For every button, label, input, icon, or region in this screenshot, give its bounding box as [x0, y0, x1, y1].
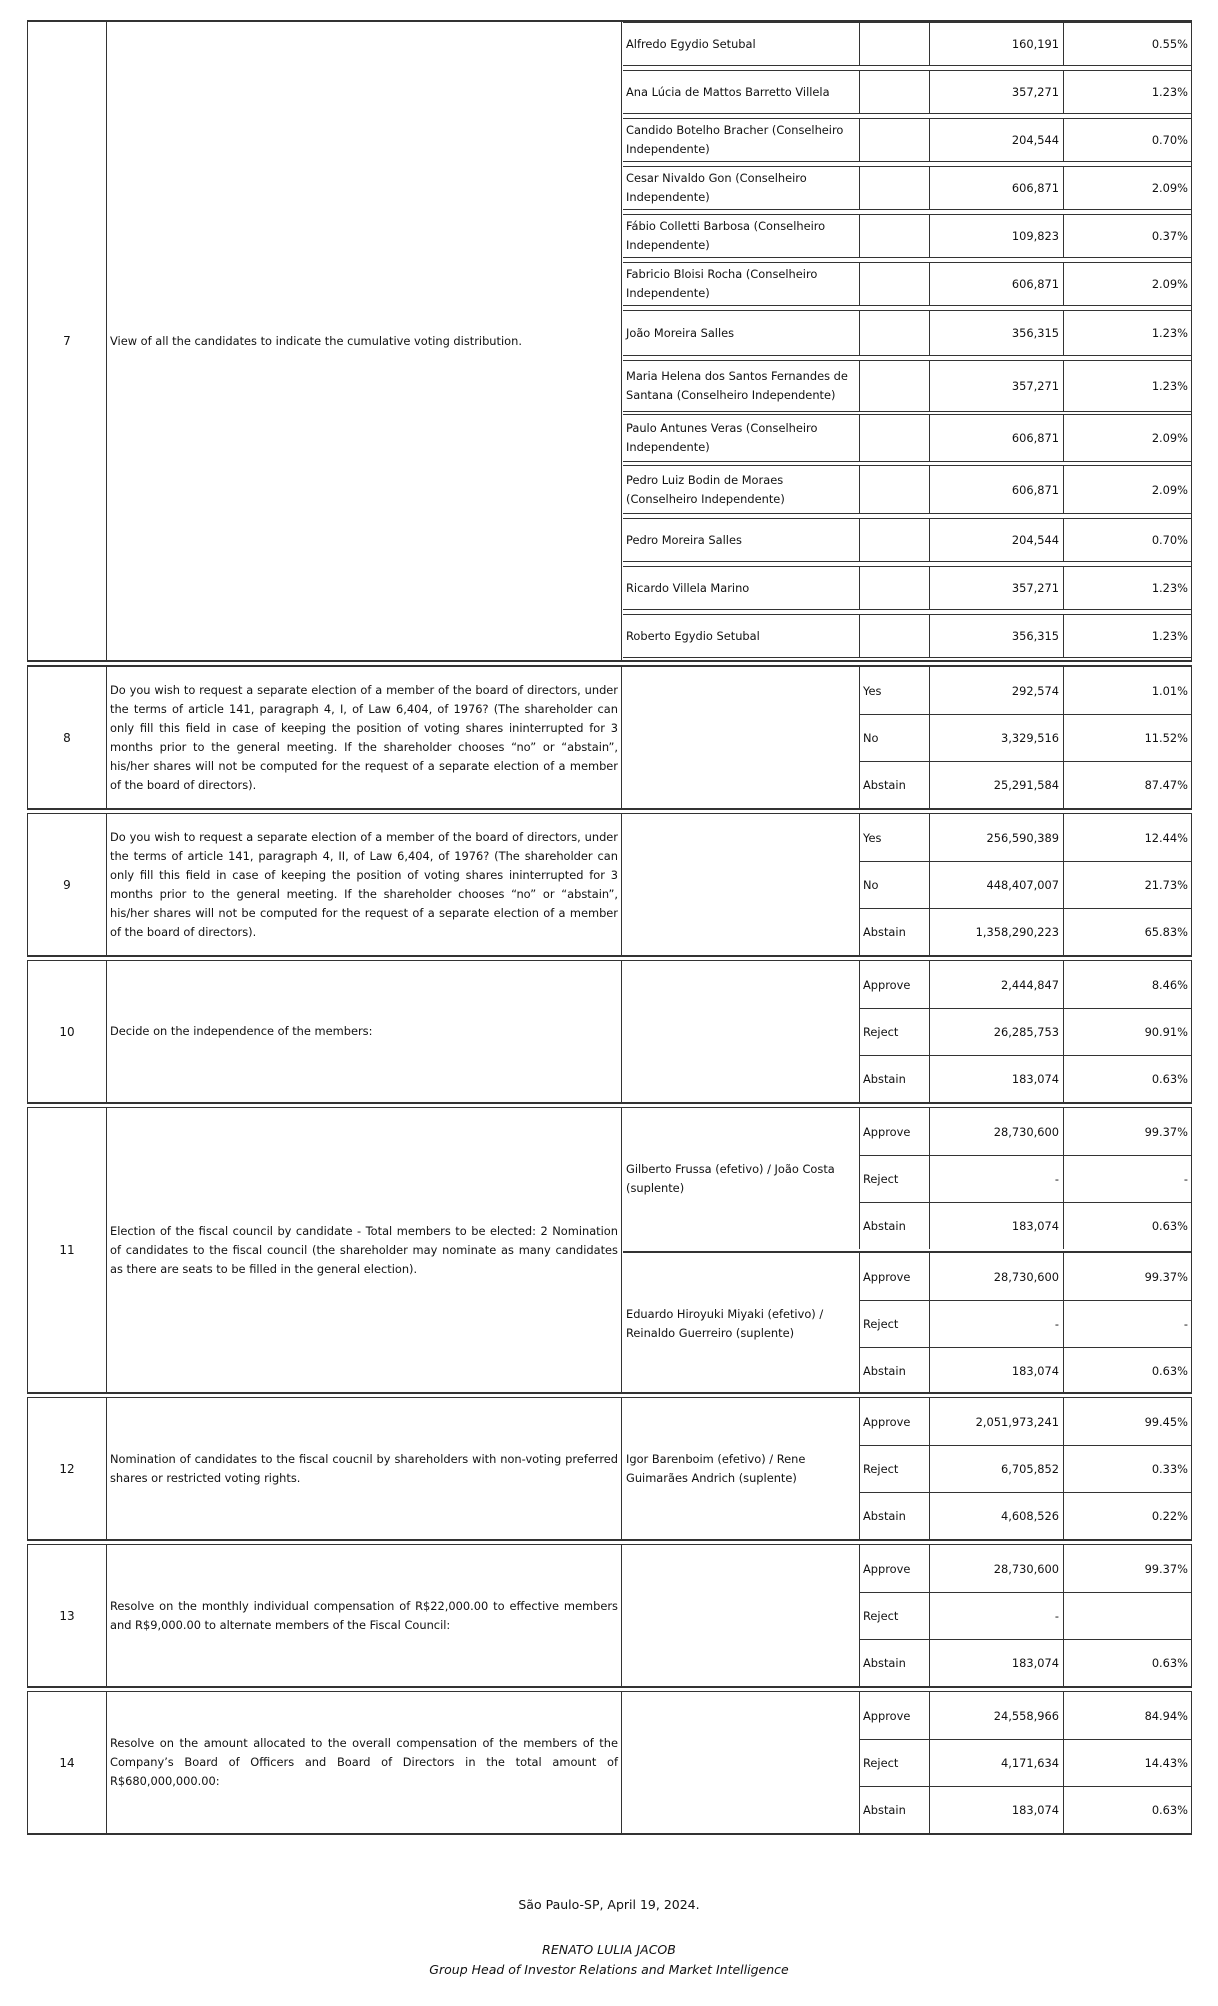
candidate-name: Paulo Antunes Veras (Conselheiro Independente)	[623, 414, 860, 462]
vote-option: Approve	[860, 1692, 930, 1739]
option-cell-empty	[860, 465, 930, 514]
item-number: 12	[28, 1398, 107, 1539]
percentage-value: 84.94%	[1144, 1708, 1188, 1723]
candidate-name	[623, 1692, 860, 1833]
option-cell-empty	[860, 518, 930, 562]
percentage-value: 8.46%	[1151, 977, 1188, 992]
item-8-section	[27, 665, 1192, 810]
candidate-name: Igor Barenboim (efetivo) / Rene Guimarães Andrich (suplente)	[623, 1398, 860, 1539]
vote-row	[860, 1692, 1191, 1739]
shares-value: 183,074	[930, 1787, 1064, 1833]
candidate-row	[623, 614, 1191, 658]
vote-results	[623, 1398, 1191, 1539]
vote-row	[860, 1639, 1191, 1686]
vote-option: Reject	[860, 1156, 930, 1202]
candidate-row	[623, 310, 1191, 356]
percentage-value: 11.52%	[1144, 731, 1188, 745]
shares-value: 256,590,389	[930, 814, 1064, 861]
vote-option: No	[860, 862, 930, 908]
candidate-group	[623, 1692, 1191, 1833]
item-description: Nomination of candidates to the fiscal coucnil by shareholders with non-voting preferred shares or restricted voting rights.	[107, 1398, 622, 1539]
shares-value: 183,074	[930, 1203, 1064, 1249]
vote-option: Approve	[860, 961, 930, 1008]
percentage-value: 1.23%	[1064, 566, 1191, 610]
item-number: 9	[28, 814, 107, 955]
percentage-value: 2.09%	[1064, 166, 1191, 210]
percentage-value: 2.09%	[1064, 262, 1191, 306]
shares-value: 357,271	[930, 70, 1064, 114]
percentage-value: 99.37%	[1144, 1269, 1188, 1284]
percentage-value: 99.37%	[1144, 1561, 1188, 1576]
option-cell-empty	[860, 414, 930, 462]
vote-row	[860, 1739, 1191, 1786]
vote-option: Approve	[860, 1253, 930, 1300]
candidate-group	[623, 961, 1191, 1102]
vote-option: Abstain	[860, 1348, 930, 1394]
candidate-name: João Moreira Salles	[623, 310, 860, 356]
shares-value: -	[930, 1156, 1064, 1202]
candidate-group	[623, 814, 1191, 955]
vote-option: Reject	[860, 1009, 930, 1055]
option-cell-empty	[860, 566, 930, 610]
vote-option: Reject	[860, 1740, 930, 1786]
shares-value: 448,407,007	[930, 862, 1064, 908]
vote-option: Abstain	[860, 1787, 930, 1833]
items-container	[27, 665, 1192, 1835]
shares-value: 160,191	[930, 22, 1064, 66]
shares-value: 357,271	[930, 566, 1064, 610]
vote-row	[860, 1545, 1191, 1592]
shares-value: 28,730,600	[930, 1253, 1064, 1300]
item-number: 13	[28, 1545, 107, 1686]
percentage-value: 0.63%	[1151, 1803, 1188, 1817]
percentage-value: 2.09%	[1064, 414, 1191, 462]
percentage-value: 0.33%	[1151, 1462, 1188, 1476]
vote-option: Approve	[860, 1398, 930, 1445]
candidate-name	[623, 667, 860, 808]
item-description: Election of the fiscal council by candidate - Total members to be elected: 2 Nomination of candidates to the fiscal council (the shareholder may nominate as many candidates as there are seats to be filled in the general election).	[107, 1108, 622, 1392]
percentage-value: 99.45%	[1144, 1414, 1188, 1429]
candidate-row	[623, 566, 1191, 610]
candidate-group	[623, 667, 1191, 808]
item-number: 14	[28, 1692, 107, 1833]
option-cell-empty	[860, 214, 930, 258]
shares-value: 606,871	[930, 414, 1064, 462]
option-cell-empty	[860, 310, 930, 356]
shares-value: 26,285,753	[930, 1009, 1064, 1055]
vote-results	[623, 1108, 1191, 1392]
candidate-row	[623, 262, 1191, 306]
shares-value: 606,871	[930, 465, 1064, 514]
percentage-value: 1.23%	[1064, 614, 1191, 658]
percentage-value	[1064, 1593, 1191, 1639]
shares-value: 183,074	[930, 1640, 1064, 1686]
vote-row	[860, 1008, 1191, 1055]
item-description: Resolve on the amount allocated to the overall compensation of the members of the Company’s Board of Officers and Board of Directors in the total amount of R$680,000,000.00:	[107, 1692, 622, 1833]
item-14-section	[27, 1691, 1192, 1835]
item-number: 11	[28, 1108, 107, 1392]
vote-row	[860, 908, 1191, 955]
candidate-name: Roberto Egydio Setubal	[623, 614, 860, 658]
item-9-section	[27, 813, 1192, 957]
vote-option: Approve	[860, 1545, 930, 1592]
vote-row	[860, 1492, 1191, 1539]
vote-row	[860, 1155, 1191, 1202]
percentage-value: 65.83%	[1144, 925, 1188, 939]
vote-row	[860, 1445, 1191, 1492]
shares-value: -	[930, 1593, 1064, 1639]
shares-value: -	[930, 1301, 1064, 1347]
vote-option: Yes	[860, 667, 930, 714]
candidate-row	[623, 465, 1191, 514]
percentage-value: -	[1183, 1317, 1188, 1331]
percentage-value: 0.63%	[1151, 1072, 1188, 1086]
signer-name: RENATO LULIA JACOB	[542, 1942, 676, 1957]
vote-option: Yes	[860, 814, 930, 861]
vote-option: Abstain	[860, 909, 930, 955]
item-number: 10	[28, 961, 107, 1102]
vote-row	[860, 814, 1191, 861]
percentage-value: 99.37%	[1144, 1124, 1188, 1139]
item-description: Decide on the independence of the members:	[107, 961, 622, 1102]
percentage-value: 1.23%	[1064, 70, 1191, 114]
candidate-name: Candido Botelho Bracher (Conselheiro Independente)	[623, 118, 860, 162]
vote-row	[860, 1592, 1191, 1639]
candidate-name: Eduardo Hiroyuki Miyaki (efetivo) / Reinaldo Guerreiro (suplente)	[623, 1253, 860, 1394]
candidate-group	[623, 1398, 1191, 1539]
percentage-value: 14.43%	[1144, 1756, 1188, 1770]
candidate-name: Alfredo Egydio Setubal	[623, 22, 860, 66]
vote-row	[860, 1300, 1191, 1347]
shares-value: 606,871	[930, 262, 1064, 306]
percentage-value: 0.70%	[1064, 118, 1191, 162]
candidate-name: Pedro Moreira Salles	[623, 518, 860, 562]
option-cell-empty	[860, 360, 930, 412]
vote-results	[623, 1545, 1191, 1686]
vote-results	[623, 667, 1191, 808]
candidate-row	[623, 70, 1191, 114]
option-cell-empty	[860, 22, 930, 66]
shares-value: 25,291,584	[930, 762, 1064, 808]
shares-value: 204,544	[930, 118, 1064, 162]
shares-value: 4,608,526	[930, 1493, 1064, 1539]
vote-option: Abstain	[860, 1640, 930, 1686]
shares-value: 3,329,516	[930, 715, 1064, 761]
vote-row	[860, 714, 1191, 761]
shares-value: 606,871	[930, 166, 1064, 210]
vote-row	[860, 1108, 1191, 1155]
vote-option: Abstain	[860, 1493, 930, 1539]
vote-row	[860, 961, 1191, 1008]
vote-results	[623, 961, 1191, 1102]
vote-row	[860, 1347, 1191, 1394]
candidate-name: Gilberto Frussa (efetivo) / João Costa (suplente)	[623, 1108, 860, 1249]
item-11-section	[27, 1107, 1192, 1394]
candidate-name: Ricardo Villela Marino	[623, 566, 860, 610]
vote-option: No	[860, 715, 930, 761]
percentage-value: 0.63%	[1151, 1656, 1188, 1670]
vote-row	[860, 667, 1191, 714]
shares-value: 183,074	[930, 1056, 1064, 1102]
vote-option: Reject	[860, 1446, 930, 1492]
shares-value: 356,315	[930, 310, 1064, 356]
shares-value: 2,051,973,241	[930, 1398, 1064, 1445]
shares-value: 24,558,966	[930, 1692, 1064, 1739]
candidate-group	[623, 1251, 1191, 1394]
item-7-section	[27, 20, 1192, 662]
percentage-value: 2.09%	[1064, 465, 1191, 514]
candidate-name	[623, 1545, 860, 1686]
candidate-name: Ana Lúcia de Mattos Barretto Villela	[623, 70, 860, 114]
shares-value: 6,705,852	[930, 1446, 1064, 1492]
percentage-value: -	[1183, 1172, 1188, 1186]
shares-value: 109,823	[930, 214, 1064, 258]
voting-results-document	[27, 20, 1192, 1838]
candidate-row	[623, 414, 1191, 462]
option-cell-empty	[860, 166, 930, 210]
candidate-name: Maria Helena dos Santos Fernandes de Santana (Conselheiro Independente)	[623, 360, 860, 412]
vote-row	[860, 1055, 1191, 1102]
shares-value: 28,730,600	[930, 1108, 1064, 1155]
vote-results	[623, 814, 1191, 955]
percentage-value: 1.23%	[1064, 360, 1191, 412]
shares-value: 2,444,847	[930, 961, 1064, 1008]
shares-value: 1,358,290,223	[930, 909, 1064, 955]
percentage-value: 0.22%	[1151, 1509, 1188, 1523]
vote-option: Approve	[860, 1108, 930, 1155]
percentage-value: 0.63%	[1151, 1219, 1188, 1233]
item-description: Do you wish to request a separate election of a member of the board of directors, under the terms of article 141, paragraph 4, II, of Law 6,404, of 1976? (The shareholder can only fill this field in case of keeping the position of voting shares ininterrupted for 3 months prior to the general meeting. If the shareholder chooses “no” or “abstain”, his/her shares will not be computed for the request of a separate election of a member of the board of directors).	[107, 814, 622, 955]
percentage-value: 87.47%	[1144, 778, 1188, 792]
item-13-section	[27, 1544, 1192, 1688]
percentage-value: 0.37%	[1064, 214, 1191, 258]
candidate-group	[623, 1108, 1191, 1249]
vote-row	[860, 1202, 1191, 1249]
item-10-section	[27, 960, 1192, 1104]
option-cell-empty	[860, 70, 930, 114]
vote-row	[860, 761, 1191, 808]
percentage-value: 0.70%	[1064, 518, 1191, 562]
candidate-name: Fábio Colletti Barbosa (Conselheiro Independente)	[623, 214, 860, 258]
percentage-value: 21.73%	[1144, 878, 1188, 892]
option-cell-empty	[860, 118, 930, 162]
percentage-value: 0.63%	[1151, 1364, 1188, 1378]
shares-value: 4,171,634	[930, 1740, 1064, 1786]
percentage-value: 1.23%	[1064, 310, 1191, 356]
vote-row	[860, 1786, 1191, 1833]
candidate-name: Fabricio Bloisi Rocha (Conselheiro Independente)	[623, 262, 860, 306]
vote-option: Abstain	[860, 1056, 930, 1102]
candidate-row	[623, 214, 1191, 258]
shares-value: 356,315	[930, 614, 1064, 658]
item-description: Resolve on the monthly individual compensation of R$22,000.00 to effective members and R$9,000.00 to alternate members of the Fiscal Council:	[107, 1545, 622, 1686]
candidate-row	[623, 518, 1191, 562]
percentage-value: 1.01%	[1151, 683, 1188, 698]
item-number: 8	[28, 667, 107, 808]
option-cell-empty	[860, 614, 930, 658]
item-description: View of all the candidates to indicate the cumulative voting distribution.	[107, 22, 622, 660]
vote-option: Reject	[860, 1301, 930, 1347]
vote-option: Abstain	[860, 1203, 930, 1249]
item-number: 7	[28, 22, 107, 660]
candidate-row	[623, 166, 1191, 210]
percentage-value: 0.55%	[1064, 22, 1191, 66]
vote-row	[860, 861, 1191, 908]
item-description: Do you wish to request a separate election of a member of the board of directors, under the terms of article 141, paragraph 4, I, of Law 6,404, of 1976? (The shareholder can only fill this field in case of keeping the position of voting shares ininterrupted for 3 months prior to the general meeting. If the shareholder chooses “no” or “abstain”, his/her shares will not be computed for the request of a separate election of a member of the board of directors).	[107, 667, 622, 808]
candidate-row	[623, 22, 1191, 66]
vote-option: Reject	[860, 1593, 930, 1639]
place-date: São Paulo-SP, April 19, 2024.	[518, 1897, 700, 1912]
candidate-list	[623, 22, 1191, 660]
candidate-group	[623, 1545, 1191, 1686]
percentage-value: 90.91%	[1144, 1025, 1188, 1039]
candidate-name: Pedro Luiz Bodin de Moraes (Conselheiro Independente)	[623, 465, 860, 514]
candidate-name: Cesar Nivaldo Gon (Conselheiro Independente)	[623, 166, 860, 210]
vote-results	[623, 1692, 1191, 1833]
shares-value: 204,544	[930, 518, 1064, 562]
vote-option: Abstain	[860, 762, 930, 808]
vote-row	[860, 1253, 1191, 1300]
shares-value: 28,730,600	[930, 1545, 1064, 1592]
percentage-value: 12.44%	[1144, 830, 1188, 845]
item-12-section	[27, 1397, 1192, 1541]
candidate-name	[623, 814, 860, 955]
candidate-row	[623, 118, 1191, 162]
shares-value: 357,271	[930, 360, 1064, 412]
shares-value: 292,574	[930, 667, 1064, 714]
vote-row	[860, 1398, 1191, 1445]
candidate-row	[623, 360, 1191, 412]
option-cell-empty	[860, 262, 930, 306]
candidate-name	[623, 961, 860, 1102]
shares-value: 183,074	[930, 1348, 1064, 1394]
signer-title: Group Head of Investor Relations and Market Intelligence	[429, 1962, 789, 1977]
